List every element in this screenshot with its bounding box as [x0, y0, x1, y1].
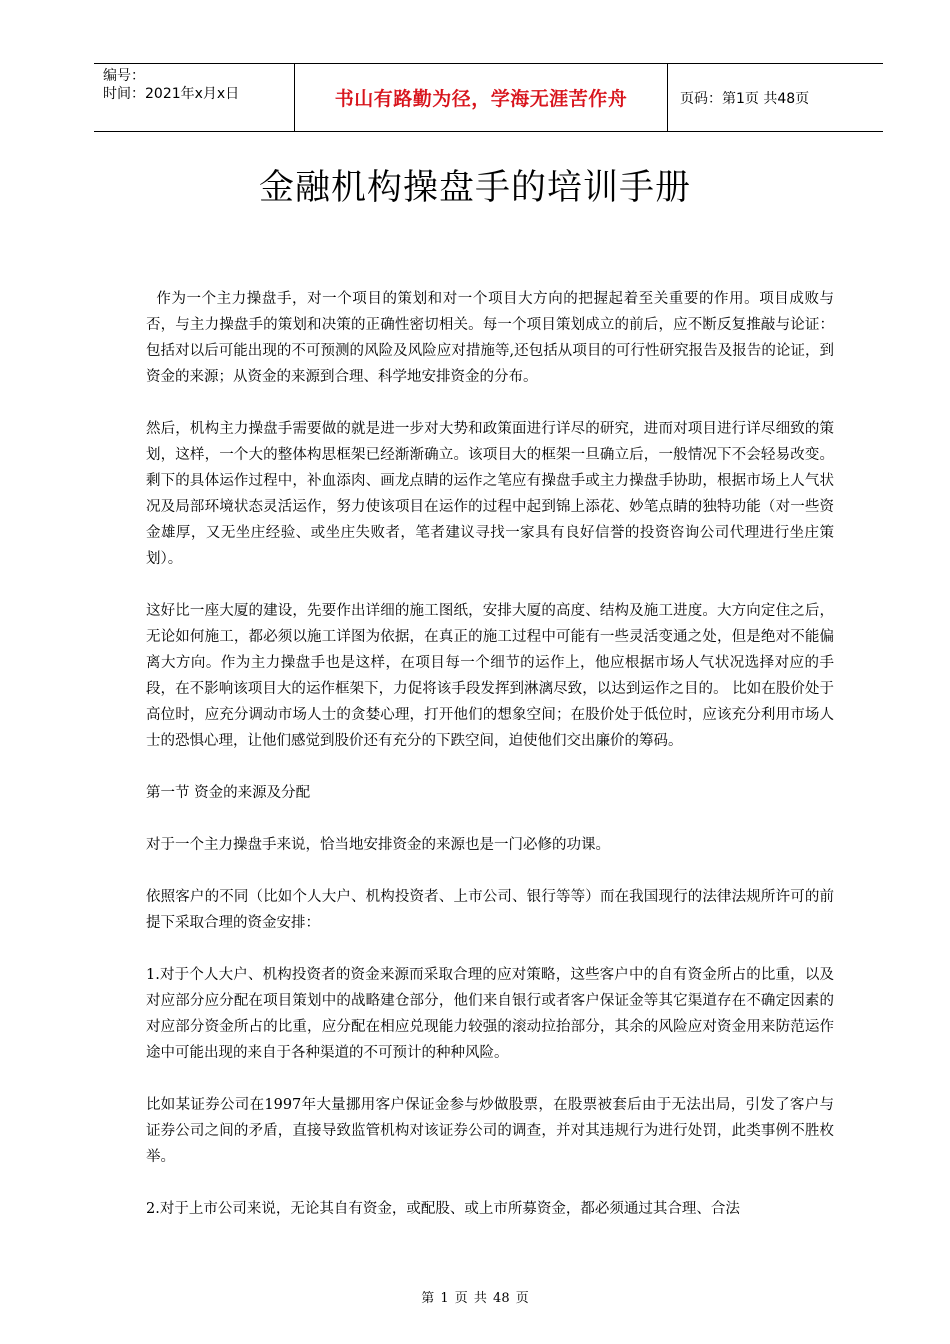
paragraph: 比如某证券公司在1997年大量挪用客户保证金参与炒做股票，在股票被套后由于无法出局，引发了客户与证券公司之间的矛盾，直接导致监管机构对该证券公司的调查，并对其违规行为进行处罚，此类事例不胜枚举。 — [146, 1097, 834, 1165]
document-number-label: 编号： — [103, 68, 145, 84]
header-meta — [94, 64, 295, 131]
page-footer: 第 1 页 共 48 页 — [421, 1291, 529, 1306]
paragraph: 对于一个主力操盘手来说，恰当地安排资金的来源也是一门必修的功课。 — [146, 837, 610, 853]
paragraph: 这好比一座大厦的建设，先要作出详细的施工图纸，安排大厦的高度、结构及施工进度。大方向定住之后，无论如何施工，都必须以施工详图为依据，在真正的施工过程中可能有一些灵活变通之处，但是绝对不能偏离大方向。作为主力操盘手也是这样，在项目每一个细节的运作上，他应根据市场人气状况选择对应的手段，在不影响该项目大的运作框架下，力促将该手段发挥到淋漓尽致，以达到运作之目的。 比如在股价处于高位时，应充分调动市场人士的贪婪心理，打开他们的想象空间；在股价处于低位时，应该充分利用市场人士的恐惧心理，让他们感觉到股价还有充分的下跌空间，迫使他们交出廉价的筹码。 — [146, 603, 834, 749]
document-time: 时间：2021年x月x日 — [103, 86, 240, 102]
paragraph: 依照客户的不同（比如个人大户、机构投资者、上市公司、银行等等）而在我国现行的法律法规所许可的前提下采取合理的资金安排： — [146, 889, 834, 931]
header-slogan: 书山有路勤为径，学海无涯苦作舟 — [295, 64, 668, 131]
paragraph: 然后，机构主力操盘手需要做的就是进一步对大势和政策面进行详尽的研究，进而对项目进行详尽细致的策划，这样，一个大的整体构思框架已经渐渐确立。该项目大的框架一旦确立后，一般情况下不会轻易改变。剩下的具体运作过程中，补血添肉、画龙点睛的运作之笔应有操盘手或主力操盘手协助，根据市场上人气状况及局部环境状态灵活运作，努力使该项目在运作的过程中起到锦上添花、妙笔点睛的独特功能（对一些资金雄厚，又无坐庄经验、或坐庄失败者，笔者建议寻找一家具有良好信誉的投资咨询公司代理进行坐庄策划）。 — [146, 421, 834, 567]
paragraph: 2.对于上市公司来说，无论其自有资金，或配股、或上市所募资金，都必须通过其合理、合法 — [146, 1201, 740, 1217]
paragraph: 1.对于个人大户、机构投资者的资金来源而采取合理的应对策略，这些客户中的自有资金所占的比重，以及对应部分应分配在项目策划中的战略建仓部分，他们来自银行或者客户保证金等其它渠道存在不确定因素的对应部分资金所占的比重，应分配在相应兑现能力较强的滚动拉抬部分，其余的风险应对资金用来防范运作途中可能出现的来自于各种渠道的不可预计的种种风险。 — [146, 967, 834, 1061]
page-header — [94, 63, 883, 132]
header-page-code: 页码：第1页 共48页 — [680, 90, 810, 107]
document-body — [146, 286, 834, 1248]
paragraph: 作为一个主力操盘手，对一个项目的策划和对一个项目大方向的把握起着至关重要的作用。项目成败与否，与主力操盘手的策划和决策的正确性密切相关。每一个项目策划成立的前后，应不断反复推敲与论证：包括对以后可能出现的不可预测的风险及风险应对措施等,还包括从项目的可行性研究报告及报告的论证，到资金的来源；从资金的来源到合理、科学地安排资金的分布。 — [146, 291, 835, 385]
section-heading: 第一节 资金的来源及分配 — [146, 785, 311, 801]
document-title: 金融机构操盘手的培训手册 — [258, 168, 691, 208]
